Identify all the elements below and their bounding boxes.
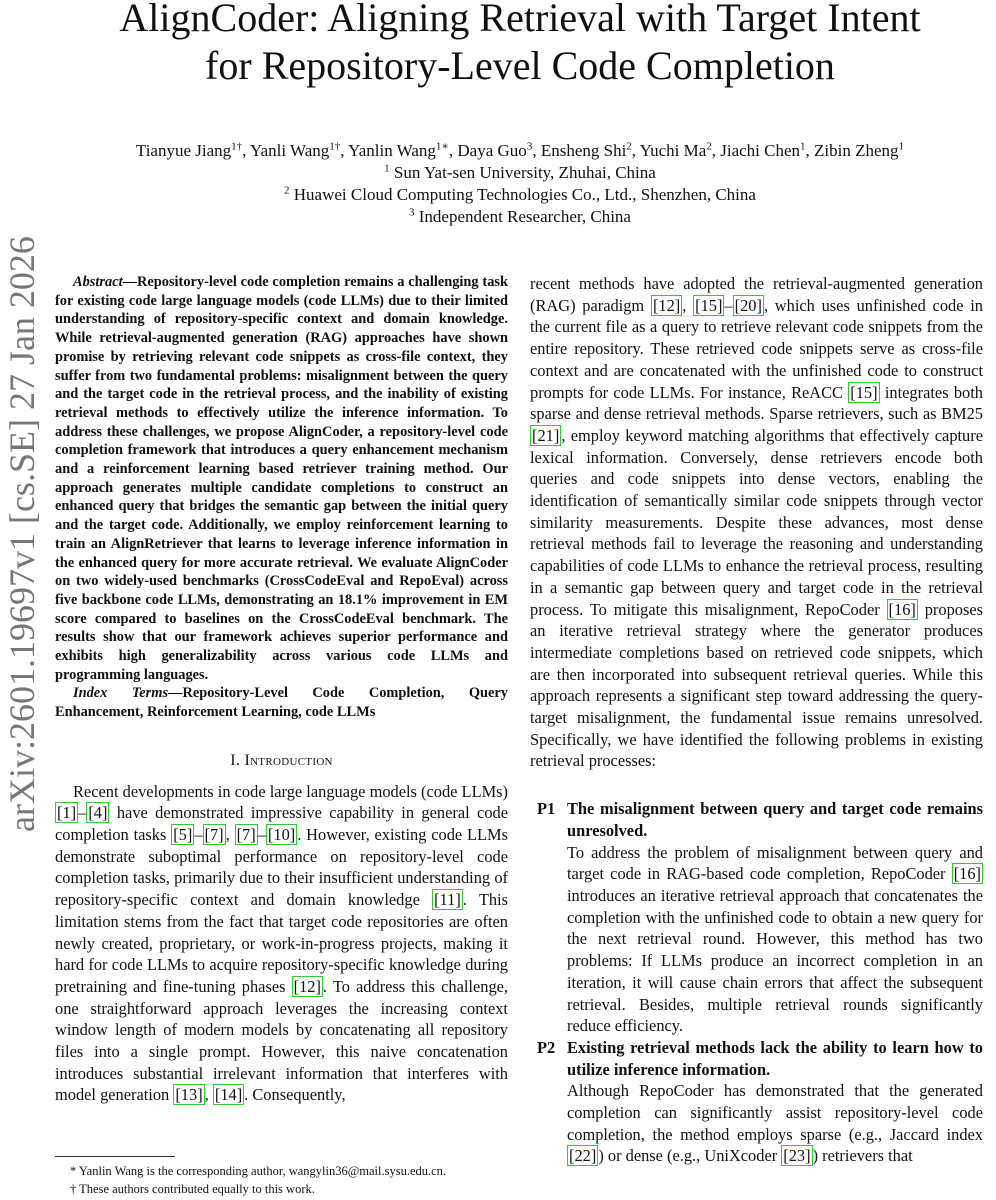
problem-item (530, 1037, 983, 1167)
problem-body: To address the problem of misalignment between query and target code in RAG-based code completion, RepoCoder [16] introduces an iterative retrieval approach that concatenates the completion with the unfinished code to obtain a new query for the next retrieval round. However, this method has two problems: If LLMs produce an incorrect completion in an iteration, it will cause chain errors that affect the subsequent retrieval. Besides, multiple retrieval rounds significantly reduce efficiency. (567, 842, 983, 1036)
citation-link[interactable]: [22] (569, 1146, 597, 1166)
problem-heading: The misalignment between query and target code remains unresolved. (567, 799, 983, 840)
citation-link[interactable]: [15] (695, 295, 723, 315)
citation-link[interactable]: [12] (293, 976, 321, 996)
citation-link[interactable]: [4] (88, 803, 108, 823)
citation-link[interactable]: [20] (734, 295, 762, 315)
author: Daya Guo (457, 141, 527, 160)
abstract (55, 273, 508, 684)
title-line-2: for Repository-Level Code Completion (205, 43, 835, 88)
author: Yanli Wang (250, 141, 330, 160)
author: Yanlin Wang (348, 141, 436, 160)
citation-link[interactable]: [16] (953, 864, 981, 884)
problem-body: Although RepoCoder has demonstrated that the generated completion can significantly assist repository-level code completion, the method employs sparse (e.g., Jaccard index [22] ) or dense (e.g., UniXcoder [23] ) retrievers that (567, 1081, 983, 1166)
section-heading: I. Introduction (230, 751, 333, 769)
citation-link[interactable]: [13] (175, 1085, 203, 1105)
author-block (0, 140, 996, 228)
paper-title (0, 0, 996, 90)
problem-item (530, 798, 983, 1037)
index-terms-text: —Repository-Level Code Completion, Query Enhancement, Reinforcement Learning, code LLMs (55, 685, 508, 721)
author-list: Tianyue Jiang$^{1\dagger}$, Yanli Wang$^{1\dagger}$, Yanlin Wang$^{1∗}$, Daya Guo$^3$, Ensheng Shi$^2$, Yuchi Ma$^2$, Jiachi Chen$^1$, Zibin Zheng$^1$ (135, 140, 905, 160)
right-column (530, 273, 983, 1167)
author: Yuchi Ma (639, 141, 707, 160)
footnote: * Yanlin Wang is the corresponding author, wangylin36@mail.sysu.edu.cn. (70, 1164, 447, 1178)
intro-paragraph: Recent developments in code large language models (code LLMs) [1] – [4] have demonstrated impressive capability in general code completion tasks [5] – [7] , [7] – [10] . However, existing code LLMs demonstrate suboptimal performance on repository-level code completion tasks, primarily due to their insufficient understanding of repository-specific context and domain knowledge [11] . This limitation stems from the fact that target code repositories are often newly created, proprietary, or work-in-progress projects, making it hard for code LLMs to acquire repository-specific knowledge during pretraining and fine-tuning phases [12] . To address this challenge, one straightforward approach leverages the increasing context window length of modern models by concatenating all repository files into a single prompt. However, this naive concatenation introduces substantial irrelevant information that interferes with model generation [13] , [14] . Consequently, (55, 781, 509, 1105)
author: Zibin Zheng (814, 141, 899, 160)
citation-link[interactable]: [1] (57, 803, 77, 823)
citation-link[interactable]: [14] (214, 1085, 243, 1105)
footnote-rule (55, 1156, 175, 1157)
citation-link[interactable]: [10] (267, 824, 296, 844)
citation-link[interactable]: [15] (850, 382, 878, 402)
title-line-1: AlignCoder: Aligning Retrieval with Target Intent (119, 0, 921, 40)
author: Tianyue Jiang (135, 141, 232, 160)
citation-link[interactable]: [7] (236, 824, 256, 844)
index-terms (55, 684, 508, 721)
intro-paragraph-continued: recent methods have adopted the retrieval-augmented generation (RAG) paradigm [12] , [15] – [20] , which uses unfinished code in the current file as a query to retrieve relevant code snippets from the entire repository. These retrieved code snippets serve as cross-file context and are concatenated with the unfinished code to construct prompts for code LLMs. For instance, ReACC [15] integrates both sparse and dense retrieval methods. Sparse retrievers, such as BM25 [21] , employ keyword matching algorithms that effectively capture lexical information. Conversely, dense retrievers encode both queries and code snippets into dense vectors, enabling the identification of semantically similar code snippets through vector similarity measurements. Despite these advances, most dense retrieval methods fail to leverage the reasoning and understanding capabilities of code LLMs to enhance the retrieval process, resulting in a semantic gap between query and target code in the retrieval process. To mitigate this misalignment, RepoCoder [16] proposes an iterative retrieval strategy where the generator produces intermediate completions based on retrieved code snippets, which are then incorporated into subsequent retrieval queries. While this approach represents a significant step toward addressing the query-target misalignment, the fundamental issue remains unresolved. Specifically, we have identified the following problems in existing retrieval processes: (530, 274, 983, 771)
citation-link[interactable]: [12] (652, 295, 681, 315)
citation-link[interactable]: [21] (532, 425, 560, 445)
citation-link[interactable]: [16] (888, 599, 916, 619)
citation-link[interactable]: [23] (783, 1146, 811, 1166)
author: Ensheng Shi (540, 141, 627, 160)
index-terms-label: Index Terms (73, 685, 169, 702)
affiliation: $^1$ Sun Yat-sen University, Zhuhai, China (384, 162, 656, 182)
left-column (55, 273, 508, 1106)
abstract-label: Abstract (73, 274, 123, 290)
arxiv-stamp[interactable]: arXiv:2601.19697v1 [cs.SE] 27 Jan 2026 (2, 236, 42, 832)
problem-label: P2 (537, 1037, 556, 1057)
footnote: † These authors contributed equally to this work. (70, 1182, 315, 1196)
citation-link[interactable]: [11] (434, 890, 461, 910)
citation-link[interactable]: [5] (173, 824, 193, 844)
footnotes (70, 1162, 446, 1198)
problem-heading: Existing retrieval methods lack the ability to learn how to utilize inference information. (567, 1037, 983, 1079)
abstract-text: —Repository-level code completion remains a challenging task for existing code large language models (code LLMs) due to their limited understanding of repository-specific context and domain knowledge. While retrieval-augmented generation (RAG) approaches have shown promise by retrieving relevant code snippets as cross-file context, they suffer from two fundamental problems: misalignment between the query and the target code in the retrieval process, and the inability of existing retrieval methods to effectively utilize the inference information. To address these challenges, we propose AlignCoder, a repository-level code completion framework that introduces a query enhancement mechanism and a reinforcement learning based retriever training method. Our approach generates multiple candidate completions to construct an enhanced query that bridges the semantic gap between the initial query and the target code. Additionally, we employ reinforcement learning to train an AlignRetriever that learns to leverage inference information in the enhanced query for more accurate retrieval. We evaluate AlignCoder on two widely-used benchmarks (CrossCodeEval and RepoEval) across five backbone code LLMs, demonstrating an 18.1% improvement in EM score compared to baselines on the CrossCodeEval benchmark. The results show that our framework achieves superior performance and exhibits high generalizability across various code LLMs and programming languages. (55, 274, 508, 683)
affiliation: $^3$ Independent Researcher, China (409, 206, 631, 226)
citation-link[interactable]: [7] (204, 824, 224, 844)
problem-label: P1 (537, 799, 556, 819)
affiliation: $^2$ Huawei Cloud Computing Technologies Co., Ltd., Shenzhen, China (284, 184, 756, 204)
author: Jiachi Chen (720, 141, 801, 160)
